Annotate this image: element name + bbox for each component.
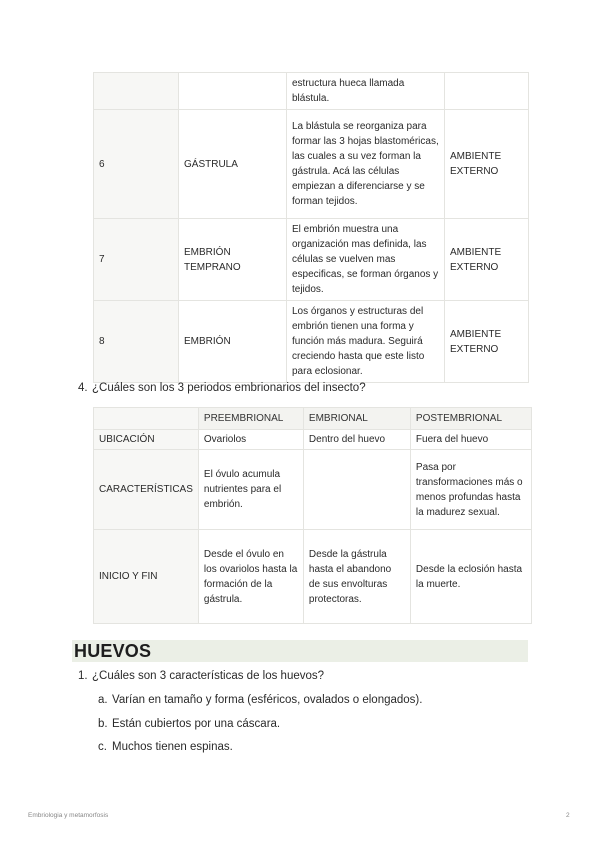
stage-number-cell: 6 [94, 110, 179, 219]
stage-environment-cell: AMBIENTE EXTERNO [445, 219, 529, 301]
stage-description-cell: La blástula se reorganiza para formar las 3 hojas blastoméricas, las cuales a su vez forman la gástrula. Acá las células empiezan a diferenciarse y se forman tejidos. [287, 110, 445, 219]
table-cell: Desde la eclosión hasta la muerte. [410, 530, 531, 624]
answer-item-c [98, 741, 233, 753]
stage-description-cell: El embrión muestra una organización mas definida, las células se vuelven mas especificas, se forman órganos y tejidos. [287, 219, 445, 301]
stage-environment-cell: AMBIENTE EXTERNO [445, 301, 529, 383]
header-embrional: EMBRIONAL [303, 408, 410, 430]
table-cell: Desde el óvulo en los ovariolos hasta la formación de la gástrula. [198, 530, 303, 624]
table-row [94, 301, 529, 383]
stage-name-cell: GÁSTRULA [179, 110, 287, 219]
stage-environment-cell: AMBIENTE EXTERNO [445, 110, 529, 219]
question-4 [78, 382, 366, 394]
table-cell: Fuera del huevo [410, 430, 531, 450]
stage-name-cell [179, 73, 287, 110]
table-cell: Desde la gástrula hasta el abandono de sus envolturas protectoras. [303, 530, 410, 624]
table-cell: Dentro del huevo [303, 430, 410, 450]
table-row [94, 73, 529, 110]
question-text: ¿Cuáles son 3 características de los huevos? [92, 670, 325, 682]
table-row [94, 110, 529, 219]
answer-letter: b. [98, 718, 108, 730]
row-label-caracteristicas: CARACTERÍSTICAS [94, 450, 199, 530]
header-preembrional: PREEMBRIONAL [198, 408, 303, 430]
section-heading-huevos: HUEVOS [72, 640, 528, 662]
table-cell: Ovariolos [198, 430, 303, 450]
question-1 [78, 670, 324, 682]
row-label-inicio-y-fin: INICIO Y FIN [94, 530, 199, 624]
table-row [94, 430, 532, 450]
embryonic-periods-table [93, 407, 532, 624]
answer-item-b [98, 718, 280, 730]
question-number: 4. [78, 382, 88, 394]
table-row [94, 530, 532, 624]
stage-name-cell: EMBRIÓN [179, 301, 287, 383]
stage-environment-cell [445, 73, 529, 110]
stage-number-cell: 7 [94, 219, 179, 301]
answer-text: Varían en tamaño y forma (esféricos, ovalados o elongados). [112, 694, 423, 706]
answer-letter: c. [98, 741, 107, 753]
answer-text: Muchos tienen espinas. [112, 741, 233, 753]
answer-text: Están cubiertos por una cáscara. [112, 718, 281, 730]
stage-description-cell: Los órganos y estructuras del embrión tienen una forma y función más madura. Seguirá creciendo hasta que este listo para eclosionar. [287, 301, 445, 383]
table-cell: Pasa por transformaciones más o menos profundas hasta la madurez sexual. [410, 450, 531, 530]
stage-number-cell: 8 [94, 301, 179, 383]
table-row [94, 219, 529, 301]
answer-item-a [98, 694, 422, 706]
table-row [94, 450, 532, 530]
question-number: 1. [78, 670, 88, 682]
footer-page-number: 2 [566, 812, 570, 819]
table-cell [303, 450, 410, 530]
answer-letter: a. [98, 694, 108, 706]
table-cell: El óvulo acumula nutrientes para el embrión. [198, 450, 303, 530]
header-corner-cell [94, 408, 199, 430]
row-label-ubicacion: UBICACIÓN [94, 430, 199, 450]
table-header-row [94, 408, 532, 430]
question-text: ¿Cuáles son los 3 periodos embrionarios del insecto? [92, 382, 366, 394]
footer-document-title: Embriologia y metamorfosis [28, 812, 109, 819]
embryo-stages-table [93, 72, 529, 383]
stage-number-cell [94, 73, 179, 110]
stage-description-cell: estructura hueca llamada blástula. [287, 73, 445, 110]
stage-name-cell: EMBRIÓN TEMPRANO [179, 219, 287, 301]
header-postembrional: POSTEMBRIONAL [410, 408, 531, 430]
